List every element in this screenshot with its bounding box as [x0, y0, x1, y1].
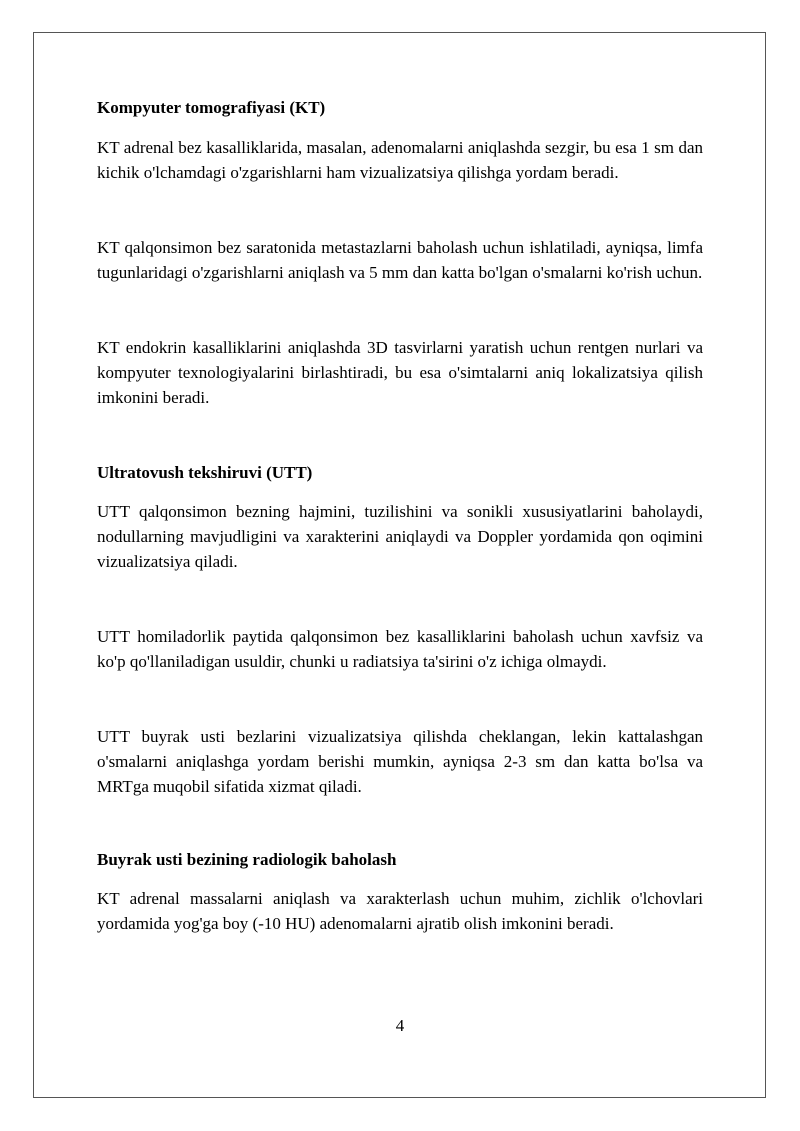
- paragraph-kt-1: KT adrenal bez kasalliklarida, masalan, adenomalarni aniqlashda sezgir, bu esa 1 sm dan kichik o'lchamdagi o'zgarishlarni ham vizualizatsiya qilishga yordam beradi.: [97, 138, 703, 182]
- document-body: [97, 95, 703, 936]
- paragraph-utt-2: UTT homiladorlik paytida qalqonsimon bez kasalliklarini baholash uchun xavfsiz va ko'p qo'llaniladigan usuldir, chunki u radiatsiya ta'sirini o'z ichiga olmaydi.: [97, 627, 703, 671]
- paragraph-adrenal-1: KT adrenal massalarni aniqlash va xarakterlash uchun muhim, zichlik o'lchovlari yordamida yog'ga boy (-10 HU) adenomalarni ajratib olish imkonini beradi.: [97, 889, 703, 933]
- paragraph-utt-1: UTT qalqonsimon bezning hajmini, tuzilishini va sonikli xususiyatlarini baholaydi, nodullarning mavjudligini va xarakterini aniqlaydi va Doppler yordamida qon oqimini vizualizatsiya qiladi.: [97, 502, 703, 571]
- paragraph-kt-3: KT endokrin kasalliklarini aniqlashda 3D tasvirlarni yaratish uchun rentgen nurlari va kompyuter texnologiyalarini birlashtiradi, bu esa o'simtalarni aniq lokalizatsiya qilish imkonini beradi.: [97, 338, 703, 407]
- paragraph-kt-2: KT qalqonsimon bez saratonida metastazlarni baholash uchun ishlatiladi, ayniqsa, limfa tugunlaridagi o'zgarishlarni aniqlash va 5 mm dan katta bo'lgan o'smalarni ko'rish uchun.: [97, 238, 703, 282]
- section-heading-utt: Ultratovush tekshiruvi (UTT): [97, 463, 313, 482]
- page-number: 4: [395, 1016, 405, 1035]
- section-heading-kt: Kompyuter tomografiyasi (KT): [97, 98, 326, 117]
- section-heading-adrenal: Buyrak usti bezining radiologik baholash: [97, 850, 397, 869]
- paragraph-utt-3: UTT buyrak usti bezlarini vizualizatsiya qilishda cheklangan, lekin kattalashgan o'smalarni aniqlashga yordam berishi mumkin, ayniqsa 2-3 sm dan katta bo'lsa va MRTga muqobil sifatida xizmat qiladi.: [97, 727, 703, 796]
